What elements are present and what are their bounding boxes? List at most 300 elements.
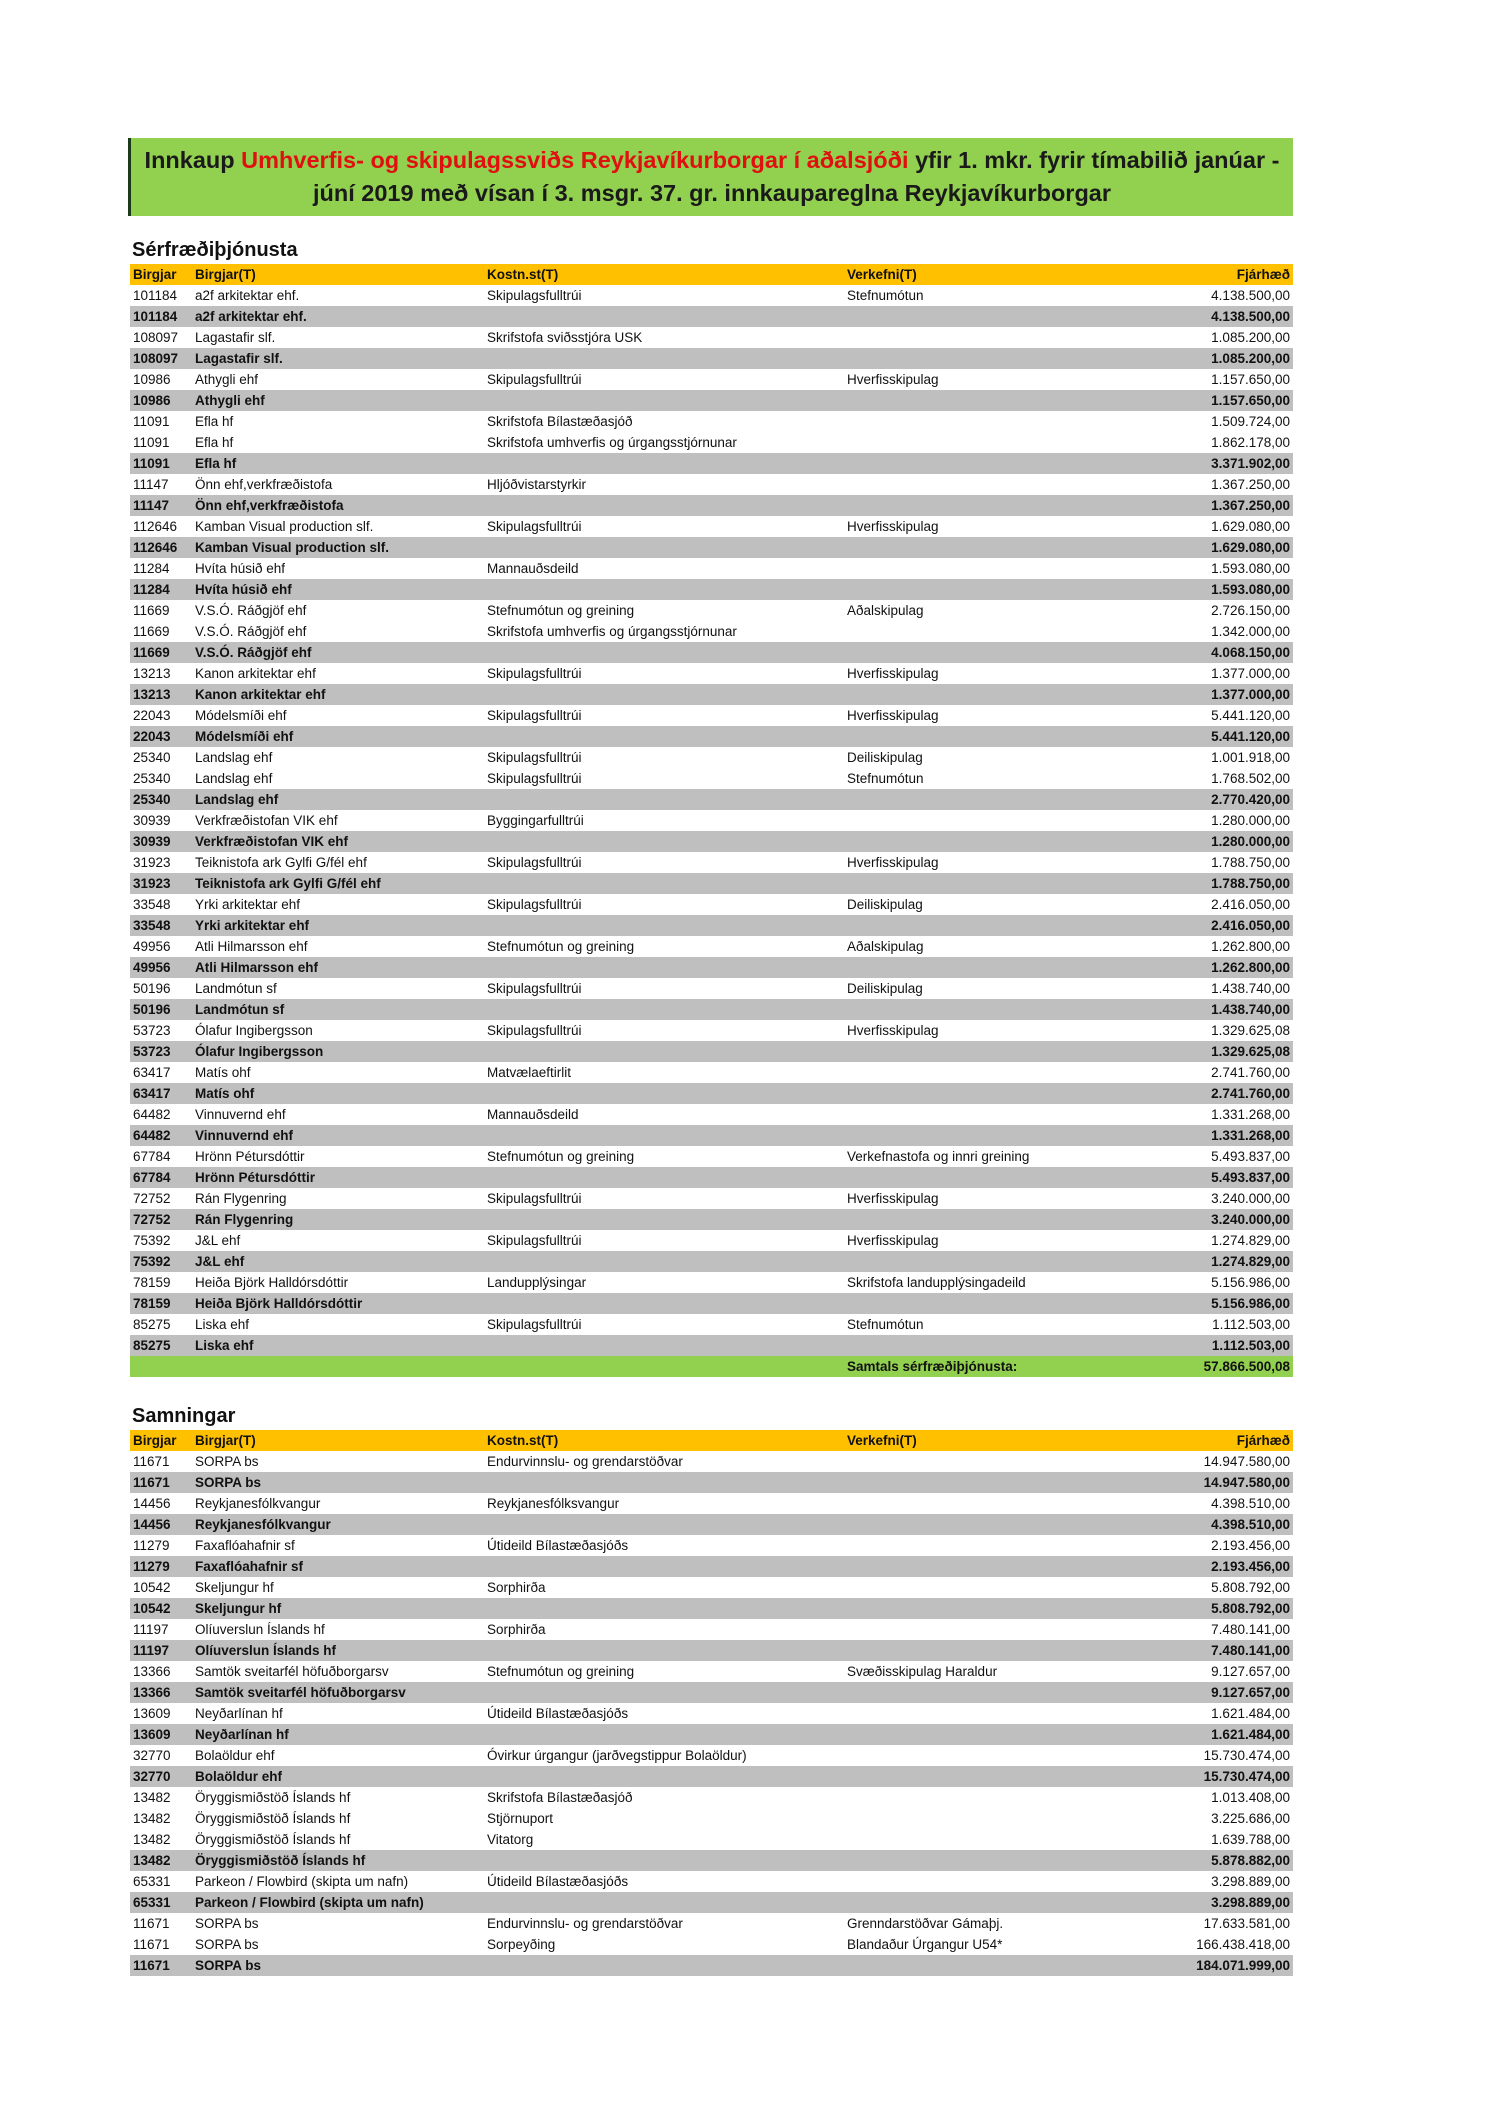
project-cell (844, 1514, 1144, 1535)
table-row (130, 1230, 1293, 1251)
supplier-id-cell: 78159 (130, 1293, 192, 1314)
table-row (130, 411, 1293, 432)
project-cell (844, 1808, 1144, 1829)
table-row (130, 1062, 1293, 1083)
cost-center-cell: Skrifstofa umhverfis og úrgangsstjórnunar (487, 435, 737, 450)
supplier-id-cell: 101184 (133, 288, 178, 303)
supplier-id-cell: 13213 (130, 684, 192, 705)
table-row (130, 285, 1293, 306)
table-row (130, 1272, 1293, 1293)
supplier-name-cell: Bolaöldur ehf (192, 1766, 484, 1787)
table-row (130, 1808, 1293, 1829)
supplier-id-cell: 11671 (130, 1955, 192, 1976)
cost-center-cell: Skipulagsfulltrúi (487, 288, 582, 303)
project-cell (844, 1850, 1144, 1871)
subtotal-row (130, 1598, 1293, 1619)
amount-cell: 3.298.889,00 (1211, 1874, 1290, 1889)
cost-center-cell (484, 537, 844, 558)
supplier-name-cell: Landmótun sf (192, 999, 484, 1020)
cost-center-cell: Skipulagsfulltrúi (487, 771, 582, 786)
cost-center-cell: Endurvinnslu- og grendarstöðvar (487, 1454, 683, 1469)
title-line-2: júní 2019 með vísan í 3. msgr. 37. gr. innkaupareglna Reykjavíkurborgar (312, 180, 1112, 206)
table-header (130, 264, 1293, 285)
supplier-name-cell: Öryggismiðstöð Íslands hf (192, 1850, 484, 1871)
subtotal-row (130, 1514, 1293, 1535)
supplier-name-cell: Kamban Visual production slf. (195, 519, 374, 534)
amount-cell: 1.367.250,00 (1144, 495, 1293, 516)
cost-center-cell (484, 1850, 844, 1871)
supplier-id-cell: 64482 (133, 1107, 171, 1122)
supplier-id-cell: 67784 (130, 1167, 192, 1188)
supplier-name-cell: Teiknistofa ark Gylfi G/fél ehf (192, 873, 484, 894)
cost-center-cell: Sorphirða (487, 1580, 546, 1595)
amount-cell: 184.071.999,00 (1144, 1955, 1293, 1976)
supplier-id-cell: 25340 (133, 750, 171, 765)
supplier-id-cell: 11284 (130, 579, 192, 600)
subtotal-row (130, 1640, 1293, 1661)
supplier-name-cell: Öryggismiðstöð Íslands hf (195, 1832, 351, 1847)
amount-cell: 14.947.580,00 (1203, 1454, 1290, 1469)
project-cell: Stefnumótun (847, 288, 924, 303)
subtotal-row (130, 390, 1293, 411)
amount-cell: 2.741.760,00 (1211, 1065, 1290, 1080)
col-header-birgjar-t: Birgjar(T) (192, 1430, 484, 1451)
supplier-name-cell: Öryggismiðstöð Íslands hf (195, 1811, 351, 1826)
supplier-id-cell: 13366 (130, 1682, 192, 1703)
supplier-name-cell: Hrönn Pétursdóttir (192, 1167, 484, 1188)
supplier-id-cell: 33548 (130, 915, 192, 936)
project-cell (844, 1619, 1144, 1640)
supplier-name-cell: Verkfræðistofan VIK ehf (192, 831, 484, 852)
project-cell (844, 810, 1144, 831)
project-cell (844, 1041, 1144, 1062)
supplier-name-cell: SORPA bs (192, 1472, 484, 1493)
table-row (130, 852, 1293, 873)
cost-center-cell (484, 1209, 844, 1230)
supplier-name-cell: Vinnuvernd ehf (195, 1107, 286, 1122)
project-cell (844, 411, 1144, 432)
amount-cell: 1.621.484,00 (1211, 1706, 1290, 1721)
supplier-name-cell: Atli Hilmarsson ehf (192, 957, 484, 978)
table-row (130, 1577, 1293, 1598)
project-cell: Deiliskipulag (847, 750, 923, 765)
amount-cell: 3.298.889,00 (1144, 1892, 1293, 1913)
amount-cell: 1.280.000,00 (1211, 813, 1290, 828)
supplier-id-cell: 10986 (133, 372, 171, 387)
table-row (130, 747, 1293, 768)
table-row (130, 1787, 1293, 1808)
cost-center-cell: Vitatorg (487, 1832, 534, 1847)
supplier-name-cell: Parkeon / Flowbird (skipta um nafn) (195, 1874, 409, 1889)
supplier-id-cell: 30939 (133, 813, 171, 828)
amount-cell: 1.377.000,00 (1144, 684, 1293, 705)
cost-center-cell: Stefnumótun og greining (487, 1149, 635, 1164)
supplier-id-cell: 78159 (133, 1275, 171, 1290)
supplier-id-cell: 14456 (130, 1514, 192, 1535)
subtotal-row (130, 1682, 1293, 1703)
supplier-id-cell: 11197 (130, 1640, 192, 1661)
supplier-name-cell: Efla hf (195, 435, 234, 450)
supplier-name-cell: Neyðarlínan hf (195, 1706, 283, 1721)
supplier-id-cell: 13213 (133, 666, 171, 681)
supplier-id-cell: 22043 (133, 708, 171, 723)
cost-center-cell (484, 831, 844, 852)
project-cell (844, 1640, 1144, 1661)
table-header (130, 1430, 1293, 1451)
project-cell (844, 1251, 1144, 1272)
supplier-id-cell: 11091 (133, 435, 170, 450)
supplier-name-cell: Bolaöldur ehf (195, 1748, 275, 1763)
supplier-name-cell: Rán Flygenring (195, 1191, 287, 1206)
supplier-id-cell: 11669 (130, 642, 192, 663)
amount-cell: 2.193.456,00 (1144, 1556, 1293, 1577)
cost-center-cell: Skipulagsfulltrúi (487, 666, 582, 681)
project-cell (844, 1766, 1144, 1787)
amount-cell: 2.193.456,00 (1211, 1538, 1290, 1553)
supplier-id-cell: 11671 (133, 1937, 170, 1952)
supplier-name-cell: Athygli ehf (195, 372, 259, 387)
supplier-name-cell: Lagastafir slf. (195, 330, 276, 345)
amount-cell: 1.629.080,00 (1211, 519, 1290, 534)
amount-cell: 166.438.418,00 (1196, 1937, 1290, 1952)
subtotal-row (130, 579, 1293, 600)
project-cell (844, 579, 1144, 600)
project-cell: Samtals sérfræðiþjónusta: (844, 1356, 1144, 1377)
col-header-fjarhaed: Fjárhæð (1144, 264, 1293, 285)
amount-cell: 1.085.200,00 (1144, 348, 1293, 369)
subtotal-row (130, 1125, 1293, 1146)
amount-cell: 2.770.420,00 (1144, 789, 1293, 810)
project-cell (844, 1209, 1144, 1230)
supplier-name-cell: Módelsmíði ehf (195, 708, 287, 723)
project-cell (844, 327, 1144, 348)
table-row (130, 327, 1293, 348)
col-header-birgjar: Birgjar (130, 264, 192, 285)
cost-center-cell: Útideild Bílastæðasjóðs (487, 1874, 629, 1889)
amount-cell: 4.138.500,00 (1211, 288, 1290, 303)
supplier-id-cell: 13366 (133, 1664, 171, 1679)
subtotal-row (130, 999, 1293, 1020)
table-row (130, 1314, 1293, 1335)
amount-cell: 1.112.503,00 (1144, 1335, 1293, 1356)
supplier-name-cell: Hrönn Pétursdóttir (195, 1149, 305, 1164)
cost-center-cell: Skipulagsfulltrúi (487, 1317, 582, 1332)
amount-cell: 4.398.510,00 (1211, 1496, 1290, 1511)
supplier-name-cell: Skeljungur hf (192, 1598, 484, 1619)
amount-cell: 1.629.080,00 (1144, 537, 1293, 558)
supplier-name-cell: Landmótun sf (195, 981, 277, 996)
amount-cell: 7.480.141,00 (1211, 1622, 1290, 1637)
table-row (130, 1146, 1293, 1167)
supplier-name-cell: Heiða Björk Halldórsdóttir (192, 1293, 484, 1314)
amount-cell: 2.416.050,00 (1211, 897, 1290, 912)
supplier-id-cell: 49956 (133, 939, 171, 954)
table-row (130, 432, 1293, 453)
supplier-id-cell: 13482 (133, 1811, 171, 1826)
amount-cell: 1.157.650,00 (1211, 372, 1290, 387)
project-cell: Aðalskipulag (847, 603, 924, 618)
cost-center-cell: Skrifstofa Bílastæðasjóð (487, 414, 633, 429)
amount-cell: 1.274.829,00 (1144, 1251, 1293, 1272)
supplier-name-cell: J&L ehf (195, 1233, 241, 1248)
table-row (130, 1661, 1293, 1682)
amount-cell: 1.367.250,00 (1211, 477, 1290, 492)
supplier-name-cell: Skeljungur hf (195, 1580, 274, 1595)
cost-center-cell (484, 348, 844, 369)
cost-center-cell (484, 1125, 844, 1146)
supplier-id-cell: 10542 (133, 1580, 171, 1595)
subtotal-row (130, 642, 1293, 663)
supplier-name-cell: Matís ohf (192, 1083, 484, 1104)
amount-cell: 1.593.080,00 (1144, 579, 1293, 600)
amount-cell: 1.438.740,00 (1144, 999, 1293, 1020)
project-cell: Hverfisskipulag (847, 1191, 939, 1206)
supplier-id-cell: 75392 (130, 1251, 192, 1272)
supplier-name-cell: Rán Flygenring (192, 1209, 484, 1230)
supplier-name-cell: Landslag ehf (192, 789, 484, 810)
amount-cell: 5.808.792,00 (1211, 1580, 1290, 1595)
table-row (130, 978, 1293, 999)
supplier-id-cell: 13482 (133, 1832, 171, 1847)
project-cell (844, 1955, 1144, 1976)
supplier-id-cell (130, 1356, 192, 1377)
cost-center-cell (484, 1682, 844, 1703)
amount-cell: 2.416.050,00 (1144, 915, 1293, 936)
subtotal-row (130, 873, 1293, 894)
subtotal-row (130, 1083, 1293, 1104)
supplier-name-cell: Samtök sveitarfél höfuðborgarsv (192, 1682, 484, 1703)
subtotal-row (130, 726, 1293, 747)
amount-cell: 9.127.657,00 (1211, 1664, 1290, 1679)
amount-cell: 14.947.580,00 (1144, 1472, 1293, 1493)
cost-center-cell: Skipulagsfulltrúi (487, 1233, 582, 1248)
supplier-id-cell: 11147 (133, 477, 169, 492)
cost-center-cell: Mannauðsdeild (487, 561, 579, 576)
subtotal-row (130, 453, 1293, 474)
table-row (130, 1934, 1293, 1955)
supplier-id-cell: 108097 (133, 330, 179, 345)
cost-center-cell (484, 642, 844, 663)
supplier-name-cell: Efla hf (195, 414, 234, 429)
subtotal-row (130, 1209, 1293, 1230)
amount-cell: 1.001.918,00 (1211, 750, 1290, 765)
table-row (130, 1493, 1293, 1514)
project-cell (844, 1871, 1144, 1892)
amount-cell: 3.371.902,00 (1144, 453, 1293, 474)
amount-cell: 1.342.000,00 (1211, 624, 1290, 639)
supplier-name-cell: Efla hf (192, 453, 484, 474)
project-cell (844, 432, 1144, 453)
project-cell (844, 1724, 1144, 1745)
project-cell (844, 1062, 1144, 1083)
supplier-id-cell: 32770 (130, 1766, 192, 1787)
col-header-kostn: Kostn.st(T) (484, 264, 844, 285)
supplier-name-cell: Reykjanesfólkvangur (195, 1496, 321, 1511)
project-cell (844, 453, 1144, 474)
project-cell (844, 915, 1144, 936)
section-heading-samningar: Samningar (132, 1405, 236, 1427)
supplier-name-cell: SORPA bs (192, 1955, 484, 1976)
supplier-name-cell: Faxaflóahafnir sf (195, 1538, 295, 1553)
supplier-id-cell: 32770 (133, 1748, 171, 1763)
cost-center-cell (484, 1041, 844, 1062)
amount-cell: 1.788.750,00 (1144, 873, 1293, 894)
subtotal-row (130, 537, 1293, 558)
supplier-id-cell: 63417 (130, 1083, 192, 1104)
supplier-name-cell: Hvíta húsið ehf (192, 579, 484, 600)
supplier-name-cell: Yrki arkitektar ehf (192, 915, 484, 936)
amount-cell: 5.493.837,00 (1211, 1149, 1290, 1164)
supplier-id-cell: 11671 (133, 1454, 170, 1469)
amount-cell: 2.741.760,00 (1144, 1083, 1293, 1104)
cost-center-cell (484, 915, 844, 936)
project-cell (844, 873, 1144, 894)
cost-center-cell: Útideild Bílastæðasjóðs (487, 1706, 629, 1721)
project-cell (844, 1892, 1144, 1913)
amount-cell: 3.225.686,00 (1211, 1811, 1290, 1826)
cost-center-cell (484, 1293, 844, 1314)
supplier-name-cell: Önn ehf,verkfræðistofa (192, 495, 484, 516)
supplier-id-cell: 11279 (133, 1538, 170, 1553)
amount-cell: 9.127.657,00 (1144, 1682, 1293, 1703)
subtotal-row (130, 1293, 1293, 1314)
project-cell (844, 306, 1144, 327)
supplier-id-cell: 11284 (133, 561, 170, 576)
cost-center-cell: Byggingarfulltrúi (487, 813, 584, 828)
supplier-id-cell: 13609 (130, 1724, 192, 1745)
amount-cell: 1.274.829,00 (1211, 1233, 1290, 1248)
cost-center-cell (484, 1766, 844, 1787)
supplier-name-cell: Olíuverslun Íslands hf (192, 1640, 484, 1661)
project-cell (844, 1598, 1144, 1619)
supplier-id-cell: 14456 (133, 1496, 171, 1511)
cost-center-cell (484, 306, 844, 327)
supplier-id-cell: 72752 (130, 1209, 192, 1230)
table-row (130, 1104, 1293, 1125)
supplier-name-cell: Kamban Visual production slf. (192, 537, 484, 558)
supplier-name-cell: J&L ehf (192, 1251, 484, 1272)
project-cell: Stefnumótun (847, 1317, 924, 1332)
subtotal-row (130, 1472, 1293, 1493)
cost-center-cell: Skrifstofa umhverfis og úrgangsstjórnunar (487, 624, 737, 639)
supplier-id-cell: 67784 (133, 1149, 171, 1164)
project-cell (844, 1577, 1144, 1598)
supplier-name-cell: Athygli ehf (192, 390, 484, 411)
table-row (130, 621, 1293, 642)
cost-center-cell: Matvælaeftirlit (487, 1065, 572, 1080)
cost-center-cell: Skipulagsfulltrúi (487, 981, 582, 996)
supplier-name-cell: Atli Hilmarsson ehf (195, 939, 308, 954)
supplier-id-cell: 63417 (133, 1065, 171, 1080)
amount-cell: 1.377.000,00 (1211, 666, 1290, 681)
table-row (130, 1913, 1293, 1934)
project-cell (844, 789, 1144, 810)
amount-cell: 1.262.800,00 (1144, 957, 1293, 978)
cost-center-cell (484, 1514, 844, 1535)
supplier-name-cell: a2f arkitektar ehf. (192, 306, 484, 327)
supplier-name-cell: SORPA bs (195, 1916, 259, 1931)
table-row (130, 516, 1293, 537)
title-banner (128, 138, 1293, 216)
supplier-name-cell: Neyðarlínan hf (192, 1724, 484, 1745)
cost-center-cell: Skipulagsfulltrúi (487, 750, 582, 765)
subtotal-row (130, 1335, 1293, 1356)
supplier-id-cell: 49956 (130, 957, 192, 978)
subtotal-row (130, 1850, 1293, 1871)
amount-cell: 1.280.000,00 (1144, 831, 1293, 852)
project-cell: Hverfisskipulag (847, 372, 939, 387)
supplier-id-cell: 65331 (130, 1892, 192, 1913)
project-cell (844, 474, 1144, 495)
amount-cell: 17.633.581,00 (1203, 1916, 1290, 1931)
amount-cell: 1.639.788,00 (1211, 1832, 1290, 1847)
amount-cell: 3.240.000,00 (1144, 1209, 1293, 1230)
project-cell (844, 1083, 1144, 1104)
cost-center-cell (484, 453, 844, 474)
project-cell: Deiliskipulag (847, 897, 923, 912)
project-cell (844, 831, 1144, 852)
cost-center-cell: Óvirkur úrgangur (jarðvegstippur Bolaöldur) (487, 1748, 747, 1763)
project-cell (844, 1293, 1144, 1314)
supplier-id-cell: 13482 (130, 1850, 192, 1871)
cost-center-cell (484, 1955, 844, 1976)
cost-center-cell: Skipulagsfulltrúi (487, 519, 582, 534)
amount-cell: 5.441.120,00 (1211, 708, 1290, 723)
amount-cell: 1.329.625,08 (1144, 1041, 1293, 1062)
cost-center-cell (484, 726, 844, 747)
subtotal-row (130, 1955, 1293, 1976)
cost-center-cell (484, 1892, 844, 1913)
cost-center-cell (484, 1356, 844, 1377)
serfraedithjonusta-table (130, 264, 1293, 1377)
supplier-id-cell: 22043 (130, 726, 192, 747)
subtotal-row (130, 957, 1293, 978)
amount-cell: 1.768.502,00 (1211, 771, 1290, 786)
cost-center-cell: Skipulagsfulltrúi (487, 1023, 582, 1038)
project-cell (844, 621, 1144, 642)
supplier-name-cell: Ólafur Ingibergsson (195, 1023, 313, 1038)
cost-center-cell (484, 1251, 844, 1272)
project-cell (844, 1745, 1144, 1766)
cost-center-cell: Skrifstofa Bílastæðasjóð (487, 1790, 633, 1805)
cost-center-cell (484, 1640, 844, 1661)
table-row (130, 1829, 1293, 1850)
project-cell (844, 999, 1144, 1020)
supplier-id-cell: 31923 (130, 873, 192, 894)
supplier-id-cell: 72752 (133, 1191, 171, 1206)
supplier-id-cell: 25340 (133, 771, 171, 786)
table-row (130, 894, 1293, 915)
subtotal-row (130, 306, 1293, 327)
cost-center-cell (484, 789, 844, 810)
project-cell (844, 1556, 1144, 1577)
supplier-id-cell: 33548 (133, 897, 171, 912)
table-row (130, 1451, 1293, 1472)
supplier-id-cell: 10542 (130, 1598, 192, 1619)
supplier-name-cell: SORPA bs (195, 1454, 259, 1469)
subtotal-row (130, 1251, 1293, 1272)
amount-cell: 4.068.150,00 (1144, 642, 1293, 663)
cost-center-cell (484, 873, 844, 894)
cost-center-cell (484, 579, 844, 600)
amount-cell: 15.730.474,00 (1203, 1748, 1290, 1763)
subtotal-row (130, 831, 1293, 852)
cost-center-cell: Reykjanesfólksvangur (487, 1496, 620, 1511)
amount-cell: 4.138.500,00 (1144, 306, 1293, 327)
supplier-name-cell: Liska ehf (195, 1317, 250, 1332)
supplier-id-cell: 85275 (130, 1335, 192, 1356)
supplier-id-cell: 31923 (133, 855, 171, 870)
